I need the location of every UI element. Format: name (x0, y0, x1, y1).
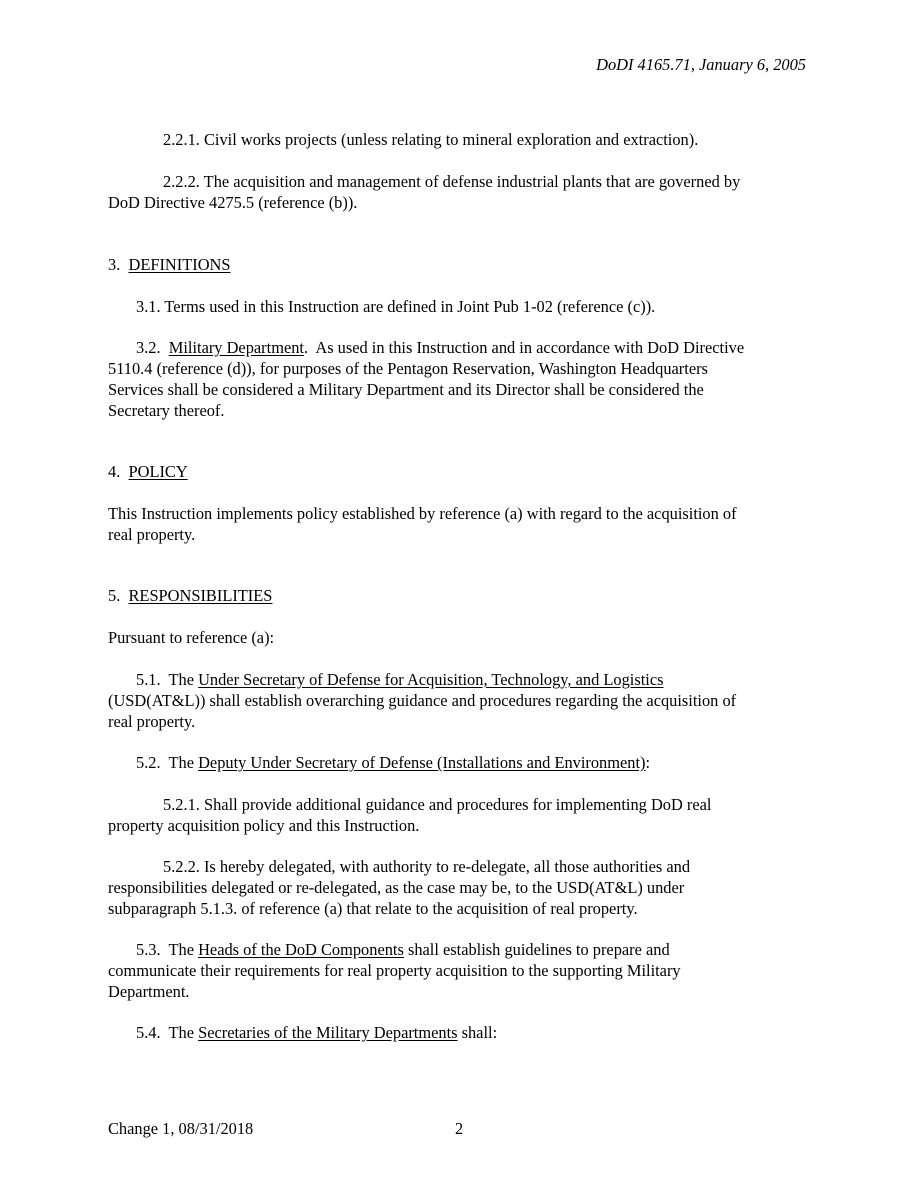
paragraph-5-4 (136, 1023, 497, 1043)
paragraph-3-2-line-3: Services shall be considered a Military Department and its Director shall be considered the (108, 380, 704, 399)
paragraph-5-1-line-2: (USD(AT&L)) shall establish overarching guidance and procedures regarding the acquisition of (108, 691, 737, 710)
section-number: 4. (108, 462, 129, 481)
paragraph-5-2-2-line-3: subparagraph 5.1.3. of reference (a) that relate to the acquisition of real property. (108, 899, 638, 918)
paragraph-3-2-line-4: Secretary thereof. (108, 401, 225, 420)
paragraph-lead: 5.1. The (136, 670, 199, 689)
paragraph-3-2-line-1 (136, 338, 744, 358)
paragraph-2-2-2-line-1: 2.2.2. The acquisition and management of defense industrial plants that are governed by (163, 172, 741, 191)
footer-page-number: 2 (455, 1119, 464, 1138)
paragraph-5-2 (136, 753, 650, 773)
paragraph-lead: 5.4. The (136, 1023, 199, 1042)
paragraph-5-2-1-line-1: 5.2.1. Shall provide additional guidance and procedures for implementing DoD real (163, 795, 712, 814)
defined-term: Military Department (168, 338, 304, 357)
defined-term: Heads of the DoD Components (198, 940, 404, 959)
paragraph-lead: 5.3. The (136, 940, 199, 959)
paragraph-3-1: 3.1. Terms used in this Instruction are defined in Joint Pub 1-02 (reference (c)). (136, 297, 656, 316)
paragraph-text: . As used in this Instruction and in accordance with DoD Directive (303, 338, 745, 357)
paragraph-text: shall establish guidelines to prepare and (403, 940, 670, 959)
section-5-heading (108, 586, 272, 606)
section-number: 3. (108, 255, 129, 274)
paragraph-text: shall: (457, 1023, 498, 1042)
paragraph-5-2-1-line-2: property acquisition policy and this Instruction. (108, 816, 420, 835)
paragraph-text: : (645, 753, 651, 772)
paragraph-5-3-line-2: communicate their requirements for real property acquisition to the supporting Military (108, 961, 681, 980)
paragraph-4-line-2: real property. (108, 525, 196, 544)
section-4-heading (108, 462, 188, 482)
paragraph-lead: 5.2. The (136, 753, 199, 772)
paragraph-5-1-line-3: real property. (108, 712, 196, 731)
section-title: POLICY (128, 462, 188, 481)
paragraph-5-2-2-line-1: 5.2.2. Is hereby delegated, with authority to re-delegate, all those authorities and (163, 857, 691, 876)
paragraph-2-2-2-line-2: DoD Directive 4275.5 (reference (b)). (108, 193, 358, 212)
paragraph-4-line-1: This Instruction implements policy established by reference (a) with regard to the acquisition of (108, 504, 737, 523)
paragraph-5-3-line-1 (136, 940, 670, 960)
paragraph-5-1-line-1 (136, 670, 663, 690)
section-title: DEFINITIONS (128, 255, 231, 274)
paragraph-5-3-line-3: Department. (108, 982, 190, 1001)
section-number: 5. (108, 586, 129, 605)
section-3-heading (108, 255, 230, 275)
paragraph-3-2-line-2: 5110.4 (reference (d)), for purposes of the Pentagon Reservation, Washington Headquarters (108, 359, 708, 378)
paragraph-5-intro: Pursuant to reference (a): (108, 628, 275, 647)
defined-term: Under Secretary of Defense for Acquisition, Technology, and Logistics (198, 670, 664, 689)
defined-term: Secretaries of the Military Departments (198, 1023, 458, 1042)
paragraph-number: 3.2. (136, 338, 169, 357)
defined-term: Deputy Under Secretary of Defense (Installations and Environment) (198, 753, 646, 772)
paragraph-5-2-2-line-2: responsibilities delegated or re-delegated, as the case may be, to the USD(AT&L) under (108, 878, 685, 897)
footer-change-notice: Change 1, 08/31/2018 (108, 1119, 254, 1138)
section-title: RESPONSIBILITIES (128, 586, 273, 605)
page-header: DoDI 4165.71, January 6, 2005 (596, 55, 806, 74)
paragraph-2-2-1: 2.2.1. Civil works projects (unless relating to mineral exploration and extraction). (163, 130, 699, 149)
